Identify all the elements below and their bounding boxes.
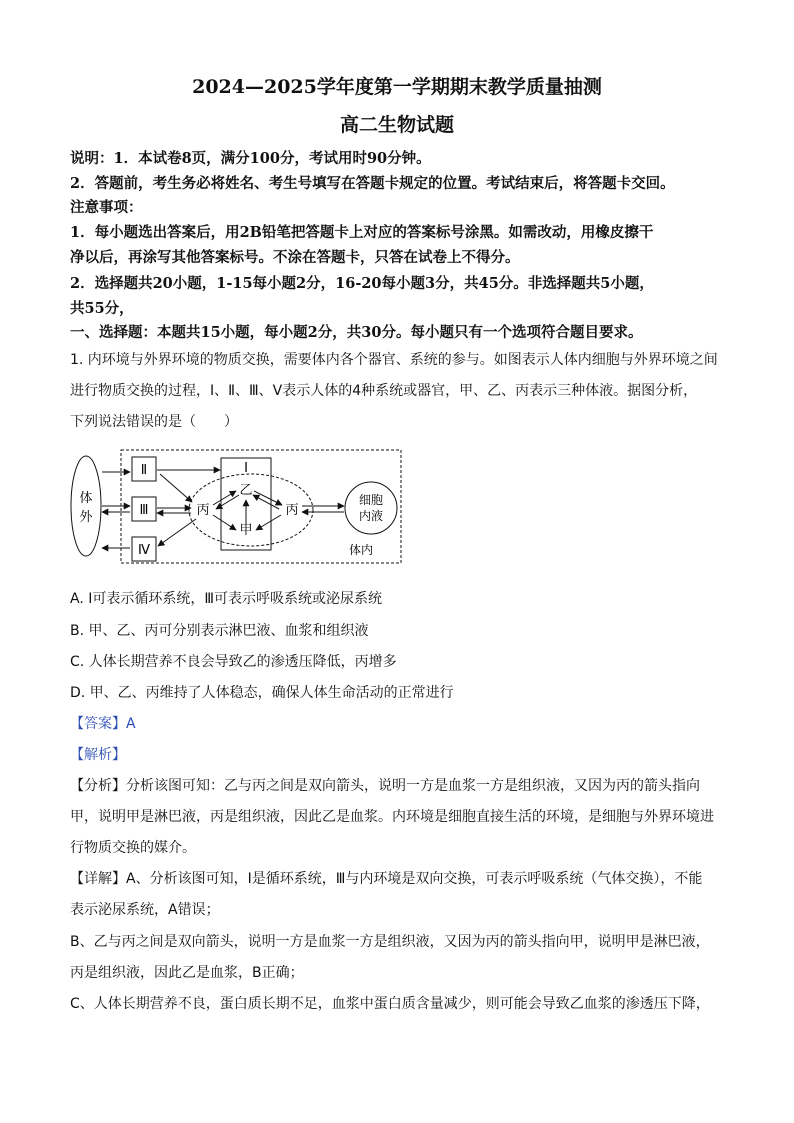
- question-stem: 1. 内环境与外界环境的物质交换，需要体内各个器官、系统的参与。如图表示人体内细胞与外界环境之间: [70, 352, 718, 368]
- analysis-label: 【解析】: [70, 747, 126, 763]
- analysis-line: 表示泌尿系统，A错误；: [70, 902, 220, 918]
- exam-subtitle: 高二生物试题: [339, 114, 454, 136]
- option-a: A. Ⅰ可表示循环系统，Ⅲ可表示呼吸系统或泌尿系统: [70, 591, 383, 607]
- intracellular-fluid-circle: [345, 482, 397, 534]
- note-line: 说明：1．本试卷8页，满分100分，考试用时90分钟。: [70, 150, 431, 167]
- answer-label: 【答案】A: [70, 716, 136, 732]
- note-line: 2．选择题共20小题，1-15每小题2分，16-20每小题3分，共45分。非选择题共5小题，: [70, 275, 654, 292]
- note-line: 1．每小题选出答案后，用2B铅笔把答题卡上对应的答案标号涂黑。如需改动，用橡皮擦干: [70, 224, 654, 241]
- section-heading: 一、选择题：本题共15小题，每小题2分，共30分。每小题只有一个选项符合题目要求。: [70, 324, 643, 341]
- cell-label: 细胞: [358, 493, 384, 507]
- note-line: 注意事项：: [70, 199, 143, 216]
- exam-title: 2024—2025学年度第一学期期末教学质量抽测: [192, 76, 602, 98]
- body-fluid-exchange-diagram: [66, 444, 416, 569]
- fluid-bing-left-label: 丙: [196, 503, 210, 518]
- analysis-line: B、乙与丙之间是双向箭头，说明一方是血浆一方是组织液，又因为丙的箭头指向甲，说明甲是淋巴液，: [70, 934, 710, 950]
- note-line: 共55分，: [70, 300, 134, 317]
- question-stem: 下列说法错误的是（ ）: [70, 414, 238, 430]
- fluid-yi-label: 乙: [239, 483, 253, 498]
- outside-label: 外: [79, 510, 93, 525]
- analysis-line: 甲，说明甲是淋巴液，丙是组织液，因此乙是血浆。内环境是细胞直接生活的环境，是细胞与外界环境进: [70, 809, 714, 825]
- analysis-line: C、人体长期营养不良，蛋白质长期不足，血浆中蛋白质含量减少，则可能会导致乙血浆的渗透压下降，: [70, 996, 710, 1012]
- system-I-label: Ⅰ: [244, 461, 248, 476]
- analysis-line: 丙是组织液，因此乙是血浆，B正确；: [70, 965, 304, 981]
- analysis-line: 行物质交换的媒介。: [70, 840, 196, 856]
- option-b: B. 甲、乙、丙可分别表示淋巴液、血浆和组织液: [70, 623, 369, 639]
- organ-label: Ⅲ: [139, 503, 149, 518]
- fluid-jia-label: 甲: [239, 523, 253, 538]
- outside-label: 体: [79, 491, 93, 506]
- organ-label: Ⅱ: [140, 463, 148, 478]
- note-line: 2．答题前，考生务必将姓名、考生号填写在答题卡规定的位置。考试结束后，将答题卡交回。: [70, 175, 675, 192]
- option-c: C. 人体长期营养不良会导致乙的渗透压降低，丙增多: [70, 654, 397, 670]
- question-stem: 进行物质交换的过程，Ⅰ、Ⅱ、Ⅲ、Ⅴ表示人体的4种系统或器官，甲、乙、丙表示三种体液。据图分析，: [70, 383, 698, 399]
- organ-label: Ⅳ: [138, 543, 150, 558]
- fluid-bing-right-label: 丙: [285, 503, 299, 518]
- cell-label: 内液: [358, 509, 384, 523]
- analysis-line: 【详解】A、分析该图可知，Ⅰ是循环系统，Ⅲ与内环境是双向交换，可表示呼吸系统（气体交换），不能: [70, 871, 703, 887]
- note-line: 净以后，再涂写其他答案标号。不涂在答题卡，只答在试卷上不得分。: [70, 249, 520, 266]
- outside-environment-ellipse: [71, 456, 101, 556]
- option-d: D. 甲、乙、丙维持了人体稳态，确保人体生命活动的正常进行: [70, 685, 454, 701]
- inside-label: 体内: [348, 543, 374, 557]
- analysis-line: 【分析】分析该图可知：乙与丙之间是双向箭头，说明一方是血浆一方是组织液，又因为丙的箭头指向: [70, 778, 700, 794]
